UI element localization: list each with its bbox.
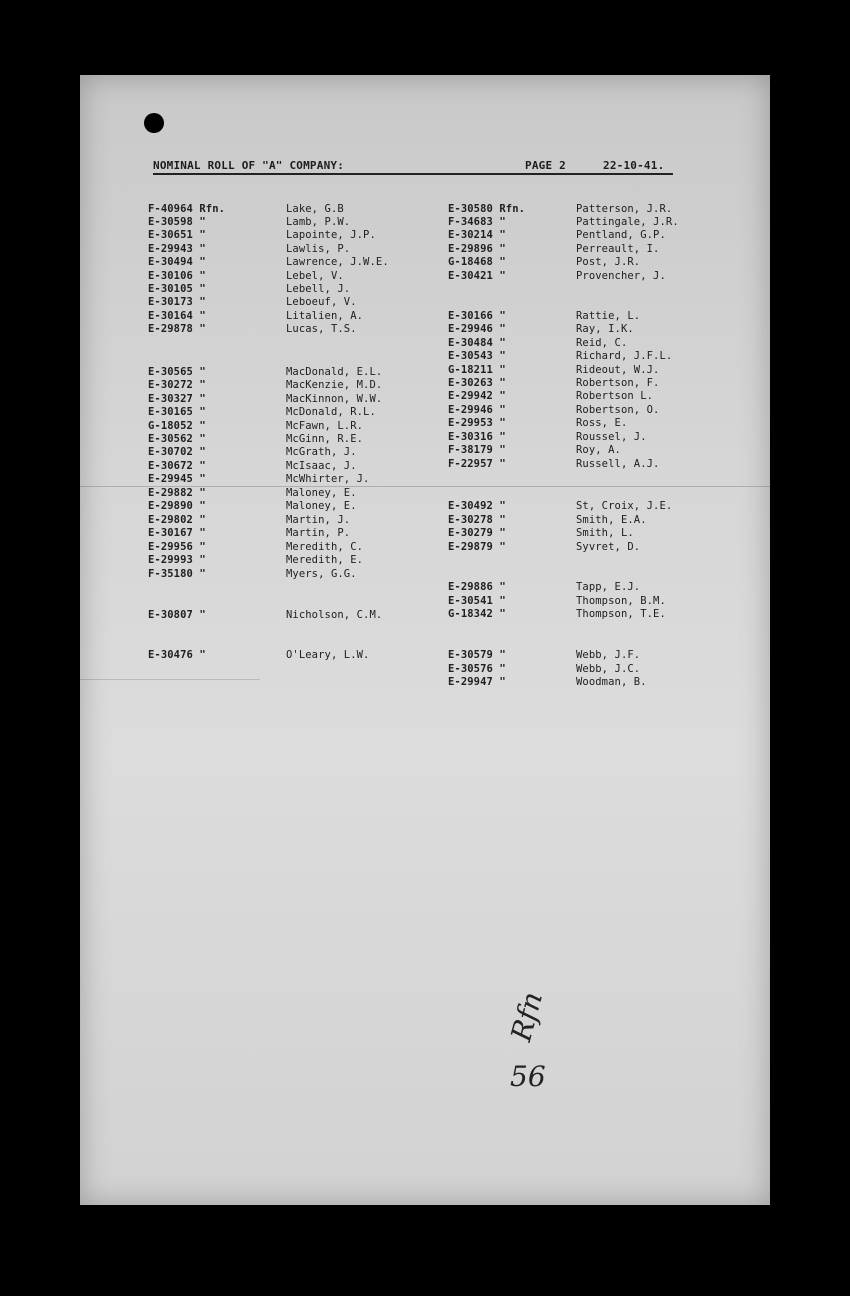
right-soldier-name: Rideout, W.J. [576, 364, 660, 376]
right-soldier-name: Thompson, B.M. [576, 595, 666, 607]
right-soldier-name: Ross, E. [576, 417, 628, 429]
right-service-number: E-30543 " [448, 350, 506, 362]
right-service-number: G-18211 " [448, 364, 506, 376]
right-service-number: F-34683 " [448, 216, 506, 228]
right-service-number: E-29946 " [448, 323, 506, 335]
left-service-number: F-35180 " [148, 568, 206, 580]
left-soldier-name: McGinn, R.E. [286, 433, 364, 445]
left-soldier-name: Meredith, C. [286, 541, 364, 553]
left-service-number: E-29945 " [148, 473, 206, 485]
left-service-number: E-30165 " [148, 406, 206, 418]
right-service-number: G-18342 " [448, 608, 506, 620]
left-service-number: F-40964 Rfn. [148, 203, 226, 215]
left-service-number: E-30173 " [148, 296, 206, 308]
right-soldier-name: Thompson, T.E. [576, 608, 666, 620]
left-soldier-name: Meredith, E. [286, 554, 364, 566]
right-soldier-name: Smith, E.A. [576, 514, 647, 526]
right-service-number: E-30214 " [448, 229, 506, 241]
fold-line-lower [80, 679, 260, 680]
left-soldier-name: Lamb, P.W. [286, 216, 351, 228]
left-soldier-name: McIsaac, J. [286, 460, 357, 472]
left-service-number: E-30702 " [148, 446, 206, 458]
left-soldier-name: Lawlis, P. [286, 243, 351, 255]
right-service-number: E-29896 " [448, 243, 506, 255]
right-soldier-name: Smith, L. [576, 527, 634, 539]
right-soldier-name: Webb, J.F. [576, 649, 641, 661]
right-soldier-name: Robertson, O. [576, 404, 660, 416]
right-service-number: E-29879 " [448, 541, 506, 553]
left-soldier-name: Maloney, E. [286, 487, 357, 499]
left-soldier-name: Lapointe, J.P. [286, 229, 376, 241]
right-service-number: E-30580 Rfn. [448, 203, 526, 215]
right-soldier-name: Syvret, D. [576, 541, 641, 553]
right-service-number: E-30421 " [448, 270, 506, 282]
right-soldier-name: Richard, J.F.L. [576, 350, 673, 362]
right-service-number: E-30576 " [448, 663, 506, 675]
left-service-number: E-30494 " [148, 256, 206, 268]
right-soldier-name: Roy, A. [576, 444, 621, 456]
left-soldier-name: MacKinnon, W.W. [286, 393, 383, 405]
left-service-number: E-30105 " [148, 283, 206, 295]
right-soldier-name: Roussel, J. [576, 431, 647, 443]
right-soldier-name: St, Croix, J.E. [576, 500, 673, 512]
left-service-number: E-30672 " [148, 460, 206, 472]
left-service-number: E-29993 " [148, 554, 206, 566]
left-soldier-name: McFawn, L.R. [286, 420, 364, 432]
left-service-number: E-30598 " [148, 216, 206, 228]
right-service-number: F-38179 " [448, 444, 506, 456]
left-service-number: E-30562 " [148, 433, 206, 445]
roll-title: NOMINAL ROLL OF "A" COMPANY: [153, 159, 345, 172]
handwritten-count: 56 [510, 1060, 546, 1093]
right-service-number: E-29886 " [448, 581, 506, 593]
right-service-number: E-30484 " [448, 337, 506, 349]
right-service-number: E-30492 " [448, 500, 506, 512]
left-soldier-name: Lebell, J. [286, 283, 351, 295]
left-service-number: E-30807 " [148, 609, 206, 621]
left-soldier-name: O'Leary, L.W. [286, 649, 370, 661]
left-service-number: E-29882 " [148, 487, 206, 499]
left-soldier-name: Lucas, T.S. [286, 323, 357, 335]
right-service-number: E-30166 " [448, 310, 506, 322]
handwritten-rfn: Rfn [504, 988, 550, 1045]
right-service-number: E-30279 " [448, 527, 506, 539]
left-service-number: E-29878 " [148, 323, 206, 335]
left-soldier-name: Lebel, V. [286, 270, 344, 282]
right-soldier-name: Reid, C. [576, 337, 628, 349]
right-soldier-name: Pattingale, J.R. [576, 216, 679, 228]
left-soldier-name: Lawrence, J.W.E. [286, 256, 389, 268]
left-service-number: E-30164 " [148, 310, 206, 322]
left-soldier-name: McWhirter, J. [286, 473, 370, 485]
right-soldier-name: Webb, J.C. [576, 663, 641, 675]
right-soldier-name: Post, J.R. [576, 256, 641, 268]
left-service-number: E-29956 " [148, 541, 206, 553]
right-service-number: E-30541 " [448, 595, 506, 607]
roll-date: 22-10-41. [603, 159, 665, 172]
left-service-number: E-30651 " [148, 229, 206, 241]
left-service-number: E-29802 " [148, 514, 206, 526]
left-service-number: E-29890 " [148, 500, 206, 512]
right-service-number: E-29946 " [448, 404, 506, 416]
right-soldier-name: Robertson L. [576, 390, 654, 402]
left-service-number: E-30327 " [148, 393, 206, 405]
left-soldier-name: Maloney, E. [286, 500, 357, 512]
left-soldier-name: Litalien, A. [286, 310, 364, 322]
left-service-number: E-30167 " [148, 527, 206, 539]
page-number: PAGE 2 [525, 159, 566, 172]
right-service-number: E-30316 " [448, 431, 506, 443]
roll-sheet [80, 75, 770, 1205]
left-service-number: E-30565 " [148, 366, 206, 378]
left-soldier-name: Martin, P. [286, 527, 351, 539]
right-service-number: E-30263 " [448, 377, 506, 389]
left-service-number: G-18052 " [148, 420, 206, 432]
right-service-number: E-29942 " [448, 390, 506, 402]
left-soldier-name: MacDonald, E.L. [286, 366, 383, 378]
left-soldier-name: MacKenzie, M.D. [286, 379, 383, 391]
right-soldier-name: Russell, A.J. [576, 458, 660, 470]
right-service-number: G-18468 " [448, 256, 506, 268]
left-service-number: E-30106 " [148, 270, 206, 282]
header-rule [153, 173, 673, 175]
left-service-number: E-30272 " [148, 379, 206, 391]
right-soldier-name: Tapp, E.J. [576, 581, 641, 593]
left-soldier-name: McDonald, R.L. [286, 406, 376, 418]
right-service-number: E-29953 " [448, 417, 506, 429]
right-soldier-name: Rattie, L. [576, 310, 641, 322]
left-soldier-name: Nicholson, C.M. [286, 609, 383, 621]
right-service-number: E-30579 " [448, 649, 506, 661]
right-soldier-name: Ray, I.K. [576, 323, 634, 335]
left-soldier-name: Martin, J. [286, 514, 351, 526]
right-soldier-name: Robertson, F. [576, 377, 660, 389]
right-soldier-name: Perreault, I. [576, 243, 660, 255]
right-service-number: E-30278 " [448, 514, 506, 526]
right-service-number: F-22957 " [448, 458, 506, 470]
right-soldier-name: Provencher, J. [576, 270, 666, 282]
left-soldier-name: McGrath, J. [286, 446, 357, 458]
punch-hole [144, 113, 164, 133]
left-service-number: E-29943 " [148, 243, 206, 255]
right-soldier-name: Pentland, G.P. [576, 229, 666, 241]
right-soldier-name: Woodman, B. [576, 676, 647, 688]
left-service-number: E-30476 " [148, 649, 206, 661]
left-soldier-name: Lake, G.B [286, 203, 344, 215]
right-soldier-name: Patterson, J.R. [576, 203, 673, 215]
left-soldier-name: Leboeuf, V. [286, 296, 357, 308]
left-soldier-name: Myers, G.G. [286, 568, 357, 580]
right-service-number: E-29947 " [448, 676, 506, 688]
